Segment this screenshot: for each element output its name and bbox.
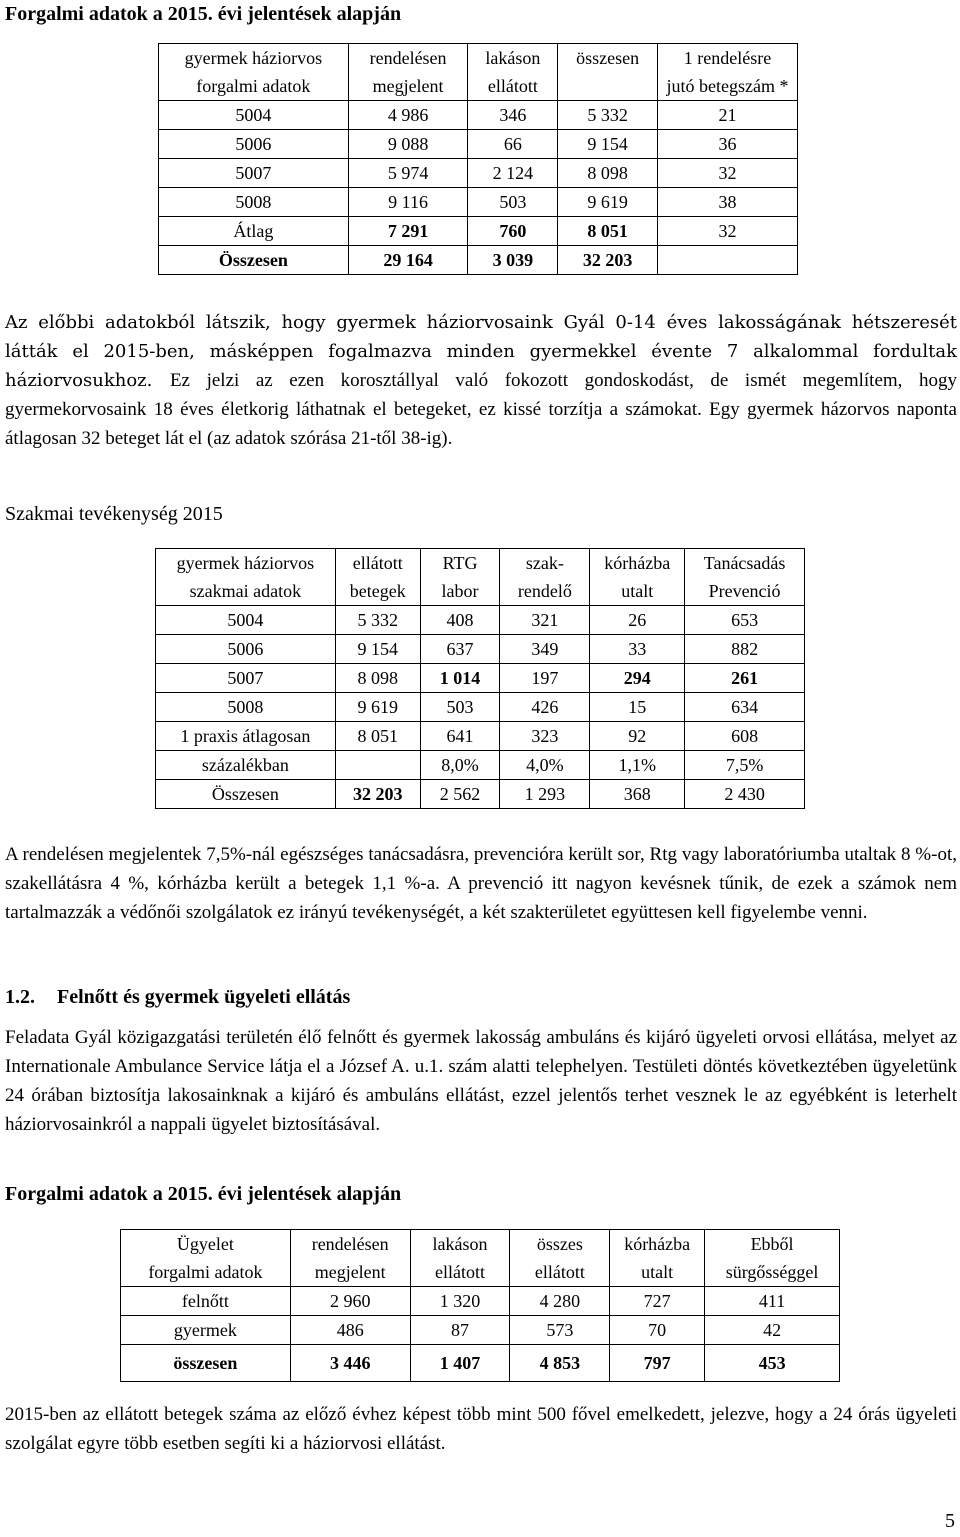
table-row	[156, 693, 805, 722]
cell: 411	[705, 1287, 840, 1316]
table-row	[159, 159, 798, 188]
header-cell: rendelésen megjelent	[290, 1230, 410, 1287]
cell: 634	[685, 693, 805, 722]
table-header-row	[159, 44, 798, 101]
cell: 8 051	[558, 217, 658, 246]
cell: 7 291	[348, 217, 468, 246]
header-cell: gyermek háziorvos forgalmi adatok	[159, 44, 349, 101]
section-heading-ugyelet	[5, 986, 350, 1009]
table-row	[121, 1345, 840, 1382]
table-row	[156, 722, 805, 751]
header-cell: rendelésen megjelent	[348, 44, 468, 101]
cell: 70	[610, 1316, 705, 1345]
cell: 33	[590, 635, 685, 664]
cell: 3 039	[468, 246, 558, 275]
cell: 29 164	[348, 246, 468, 275]
cell: Összesen	[156, 780, 336, 809]
cell: 1 praxis átlagosan	[156, 722, 336, 751]
paragraph-szakmai: A rendelésen megjelentek 7,5%-nál egészséges tanácsadásra, prevencióra került sor, Rtg vagy laboratóriumba utaltak 8 %-ot, szakellátásra 4 %, kórházba került a betegek 1,1 %-a. A prevenció itt nagyon kevésnek tűnik, de ezek a számok nem tartalmazzák a védőnői szolgálatok ez irányú tevékenységét, a két szakterületet együttesen kell figyelembe venni.	[5, 844, 957, 923]
cell: 294	[590, 664, 685, 693]
table-row	[156, 751, 805, 780]
cell: 8 098	[335, 664, 420, 693]
cell: 9 154	[558, 130, 658, 159]
cell: 368	[590, 780, 685, 809]
section-title-szakmai: Szakmai tevékenység 2015	[5, 503, 223, 525]
cell: 21	[658, 101, 798, 130]
cell: 5 332	[335, 606, 420, 635]
cell: 727	[610, 1287, 705, 1316]
table-row	[156, 780, 805, 809]
header-cell: ellátott betegek	[335, 549, 420, 606]
cell: 797	[610, 1345, 705, 1382]
cell: 4,0%	[500, 751, 590, 780]
cell: 760	[468, 217, 558, 246]
header-cell: lakáson ellátott	[468, 44, 558, 101]
cell: 32 203	[335, 780, 420, 809]
paragraph-ugyelet-2015: 2015-ben az ellátott betegek száma az előző évhez képest több mint 500 fővel emelkedett, jelezve, hogy a 24 órás ügyeleti szolgálat egyre több esetben segíti ki a háziorvosi ellátást.	[5, 1404, 957, 1454]
header-cell: összes ellátott	[510, 1230, 610, 1287]
header-cell: kórházba utalt	[590, 549, 685, 606]
cell: 8 051	[335, 722, 420, 751]
cell: 321	[500, 606, 590, 635]
cell: 36	[658, 130, 798, 159]
cell: 5006	[156, 635, 336, 664]
header-cell: összesen	[558, 44, 658, 101]
cell: 637	[420, 635, 500, 664]
cell: 453	[705, 1345, 840, 1382]
header-cell: RTG labor	[420, 549, 500, 606]
cell: gyermek	[121, 1316, 291, 1345]
page-number: 5	[945, 1510, 955, 1532]
cell: 2 562	[420, 780, 500, 809]
cell: 426	[500, 693, 590, 722]
cell: 26	[590, 606, 685, 635]
cell	[658, 246, 798, 275]
paragraph-forgalmi: Az előbbi adatokból látszik, hogy gyermek háziorvosaink Gyál 0-14 éves lakosságának hétszeresét látták el 2015-ben, másképpen fogalmazva minden gyermekkel évente 7 alkalommal fordultak háziorvosukhoz. Ez jelzi az ezen korosztállyal való fokozott gondoskodást, de ismét megemlítem, hogy gyermekorvosaink 18 éves életkorig láthatnak el betegeket, ez kissé torzítja a számokat. Egy gyermek házorvos naponta átlagosan 32 beteget lát el (az adatok szórása 21-től 38-ig).	[5, 312, 957, 449]
cell: 5004	[156, 606, 336, 635]
cell: 92	[590, 722, 685, 751]
cell: 32 203	[558, 246, 658, 275]
cell: 608	[685, 722, 805, 751]
table-row	[156, 635, 805, 664]
cell	[335, 751, 420, 780]
forgalmi-table	[158, 43, 798, 275]
cell: összesen	[121, 1345, 291, 1382]
table-row	[121, 1287, 840, 1316]
cell: 4 986	[348, 101, 468, 130]
table-row	[156, 664, 805, 693]
cell: 5008	[156, 693, 336, 722]
table-row	[159, 217, 798, 246]
cell: 66	[468, 130, 558, 159]
section-title-forgalmi-1: Forgalmi adatok a 2015. évi jelentések alapján	[5, 3, 402, 25]
cell: 5006	[159, 130, 349, 159]
header-cell: 1 rendelésre jutó betegszám *	[658, 44, 798, 101]
cell: 641	[420, 722, 500, 751]
cell: 197	[500, 664, 590, 693]
cell: 5007	[159, 159, 349, 188]
header-cell: Ügyelet forgalmi adatok	[121, 1230, 291, 1287]
cell: 5004	[159, 101, 349, 130]
paragraph-ugyelet: Feladata Gyál közigazgatási területén élő felnőtt és gyermek lakosság ambuláns és kijáró ügyeleti orvosi ellátása, melyet az Internationale Ambulance Service látja el a József A. u.1. szám alatti telephelyen. Testületi döntés következtében ügyeletünk 24 órában biztosítja lakosainknak a kijáró és ambuláns ellátást, ezzel jelentős terhet vesznek le az egyébként is leterhelt háziorvosainkról a nappali ügyelet biztosításával.	[5, 1027, 957, 1135]
cell: 323	[500, 722, 590, 751]
cell: 1 014	[420, 664, 500, 693]
cell: felnőtt	[121, 1287, 291, 1316]
cell: 7,5%	[685, 751, 805, 780]
cell: 9 619	[335, 693, 420, 722]
cell: 653	[685, 606, 805, 635]
cell: 1 293	[500, 780, 590, 809]
cell: 8,0%	[420, 751, 500, 780]
table-row	[159, 101, 798, 130]
table-header-row	[121, 1230, 840, 1287]
cell: Átlag	[159, 217, 349, 246]
table-row	[159, 188, 798, 217]
table-row	[159, 246, 798, 275]
cell: 346	[468, 101, 558, 130]
header-cell: gyermek háziorvos szakmai adatok	[156, 549, 336, 606]
cell: 1 320	[410, 1287, 510, 1316]
cell: 32	[658, 159, 798, 188]
cell: 8 098	[558, 159, 658, 188]
cell: 32	[658, 217, 798, 246]
ugyelet-table	[120, 1229, 840, 1382]
cell: 9 088	[348, 130, 468, 159]
cell: 486	[290, 1316, 410, 1345]
table-row	[156, 606, 805, 635]
cell: 3 446	[290, 1345, 410, 1382]
table-row	[121, 1316, 840, 1345]
section-title-forgalmi-2: Forgalmi adatok a 2015. évi jelentések alapján	[5, 1183, 402, 1205]
szakmai-table	[155, 548, 805, 809]
table-row	[159, 130, 798, 159]
header-cell: szak- rendelő	[500, 549, 590, 606]
section-number: 1.2.	[5, 986, 35, 1008]
cell: 5 332	[558, 101, 658, 130]
cell: 4 280	[510, 1287, 610, 1316]
cell: 4 853	[510, 1345, 610, 1382]
cell: 1,1%	[590, 751, 685, 780]
cell: 503	[420, 693, 500, 722]
cell: 1 407	[410, 1345, 510, 1382]
cell: százalékban	[156, 751, 336, 780]
cell: 408	[420, 606, 500, 635]
header-cell: Ebből sürgősséggel	[705, 1230, 840, 1287]
header-cell: lakáson ellátott	[410, 1230, 510, 1287]
header-cell: Tanácsadás Prevenció	[685, 549, 805, 606]
cell: 5007	[156, 664, 336, 693]
cell: Összesen	[159, 246, 349, 275]
cell: 42	[705, 1316, 840, 1345]
cell: 261	[685, 664, 805, 693]
cell: 882	[685, 635, 805, 664]
cell: 9 619	[558, 188, 658, 217]
cell: 5008	[159, 188, 349, 217]
cell: 2 960	[290, 1287, 410, 1316]
table-header-row	[156, 549, 805, 606]
cell: 349	[500, 635, 590, 664]
cell: 573	[510, 1316, 610, 1345]
cell: 9 116	[348, 188, 468, 217]
cell: 503	[468, 188, 558, 217]
header-cell: kórházba utalt	[610, 1230, 705, 1287]
cell: 87	[410, 1316, 510, 1345]
cell: 5 974	[348, 159, 468, 188]
cell: 2 430	[685, 780, 805, 809]
cell: 2 124	[468, 159, 558, 188]
cell: 38	[658, 188, 798, 217]
cell: 15	[590, 693, 685, 722]
section-title-ugyelet: Felnőtt és gyermek ügyeleti ellátás	[57, 986, 351, 1008]
cell: 9 154	[335, 635, 420, 664]
